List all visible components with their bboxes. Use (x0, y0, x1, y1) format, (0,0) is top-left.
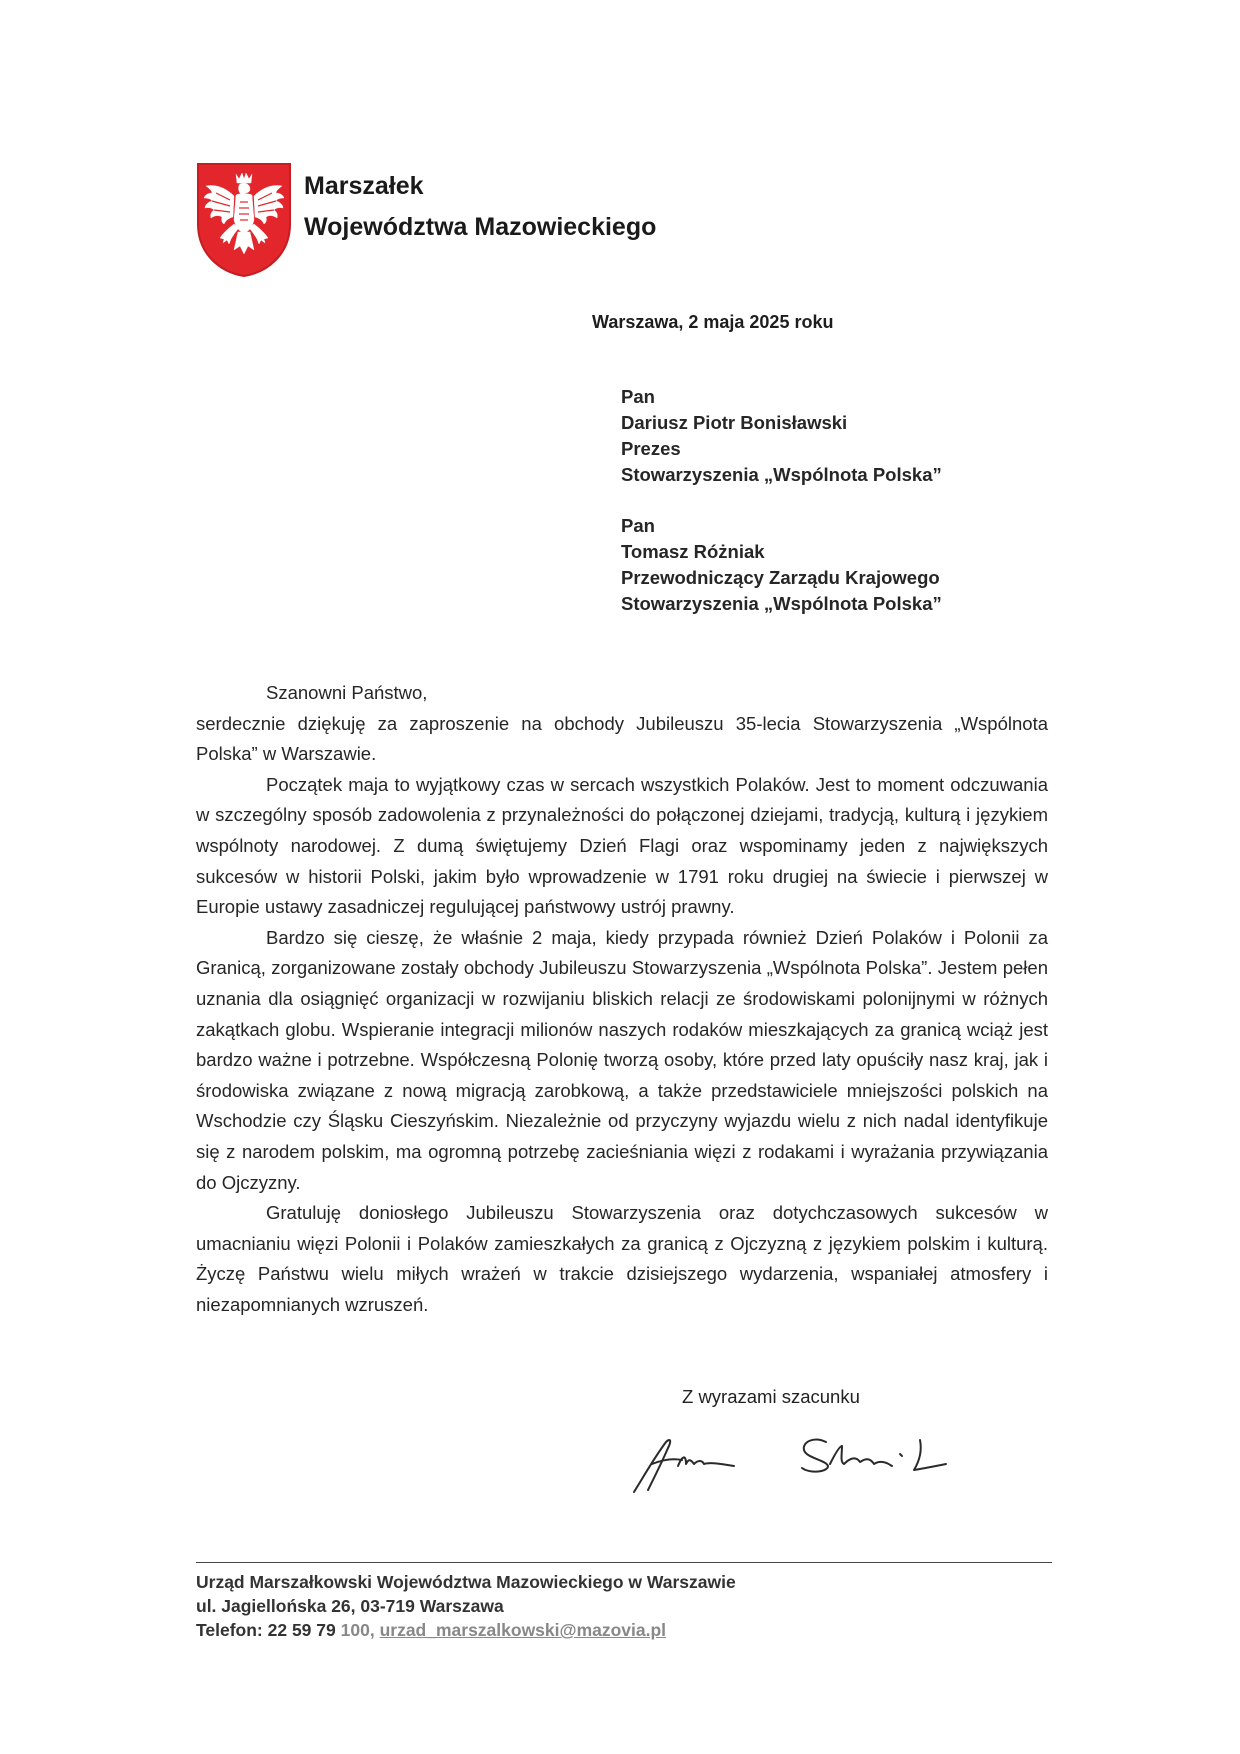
office-title-line1: Marszałek (304, 172, 424, 200)
recipient-block-1 (621, 384, 942, 488)
handwritten-signature (630, 1420, 970, 1500)
recipient-role: Prezes (621, 438, 681, 459)
recipient-name: Tomasz Różniak (621, 541, 765, 562)
closing-phrase: Z wyrazami szacunku (682, 1386, 860, 1407)
letter-date: Warszawa, 2 maja 2025 roku (592, 312, 834, 332)
recipient-name: Dariusz Piotr Bonisławski (621, 412, 848, 433)
recipient-title: Pan (621, 515, 655, 536)
recipient-title: Pan (621, 386, 655, 407)
footer-divider (196, 1562, 1052, 1563)
recipient-organization: Stowarzyszenia „Wspólnota Polska” (621, 464, 942, 485)
body-paragraph-2: Początek maja to wyjątkowy czas w sercach wszystkich Polaków. Jest to moment odczuwania w szczególny sposób zadowolenia z przynależności do połączonej dziejami, tradycją, kulturą i językiem wspólnoty narodowej. Z dumą świętujemy Dzień Flagi oraz wspominamy jeden z największych sukcesów w historii Polski, jakim było wprowadzenie w 1791 roku drugiej na świecie i pierwszej w Europie ustawy zasadniczej regulującej państwowy ustrój prawny. (196, 773, 1048, 918)
letter-body (196, 678, 1048, 1320)
footer-email-link[interactable]: urzad_marszalkowski@mazovia.pl (379, 1620, 667, 1640)
footer-address: ul. Jagiellońska 26, 03-719 Warszawa (196, 1596, 504, 1616)
body-paragraph-3: Bardzo się cieszę, że właśnie 2 maja, kiedy przypada również Dzień Polaków i Polonii za Granicą, zorganizowane zostały obchody Jubileuszu Stowarzyszenia „Wspólnota Polska”. Jestem pełen uznania dla osiągnięć organizacji w rozwijaniu bliskich relacji ze środowiskami polonijnymi w różnych zakątkach globu. Wspieranie integracji milionów naszych rodaków mieszkających za granicą wciąż jest bardzo ważne i potrzebne. Współczesną Polonię tworzą osoby, które przed laty opuściły nasz kraj, jak i środowiska związane z nową migracją zarobkową, a także przedstawiciele mniejszości polskich na Wschodzie czy Śląsku Cieszyńskim. Niezależnie od przyczyny wyjazdu wielu z nich nadal identyfikuje się z narodem polskim, ma ogromną potrzebę zacieśniania więzi z rodakami i wyrażania przywiązania do Ojczyzny. (196, 926, 1048, 1193)
footer-office-name: Urząd Marszałkowski Województwa Mazowieckiego w Warszawie (196, 1572, 736, 1592)
salutation: Szanowni Państwo, (266, 682, 428, 703)
office-title-line2: Województwa Mazowieckiego (304, 213, 657, 241)
footer-contact (196, 1618, 736, 1642)
footer (196, 1570, 736, 1642)
footer-phone: Telefon: 22 59 79 (196, 1620, 336, 1640)
body-paragraph-1: serdecznie dziękuję za zaproszenie na obchody Jubileuszu 35-lecia Stowarzyszenia „Wspólnota Polska” w Warszawie. (196, 712, 1048, 765)
body-paragraph-4: Gratuluję doniosłego Jubileuszu Stowarzyszenia oraz dotychczasowych sukcesów w umacnianiu więzi Polonii i Polaków zamieszkałych za granicą z Ojczyzną z językiem polskim i kulturą. Życzę Państwu wielu miłych wrażeń w trakcie dzisiejszego wydarzenia, wspaniałej atmosfery i niezapomnianych wzruszeń. (196, 1202, 1048, 1315)
coat-of-arms-icon (196, 162, 292, 278)
recipient-organization: Stowarzyszenia „Wspólnota Polska” (621, 593, 942, 614)
office-title (304, 166, 656, 248)
footer-phone-tail: 100, (340, 1620, 375, 1640)
recipient-block-2 (621, 513, 942, 617)
recipient-role: Przewodniczący Zarządu Krajowego (621, 567, 940, 588)
